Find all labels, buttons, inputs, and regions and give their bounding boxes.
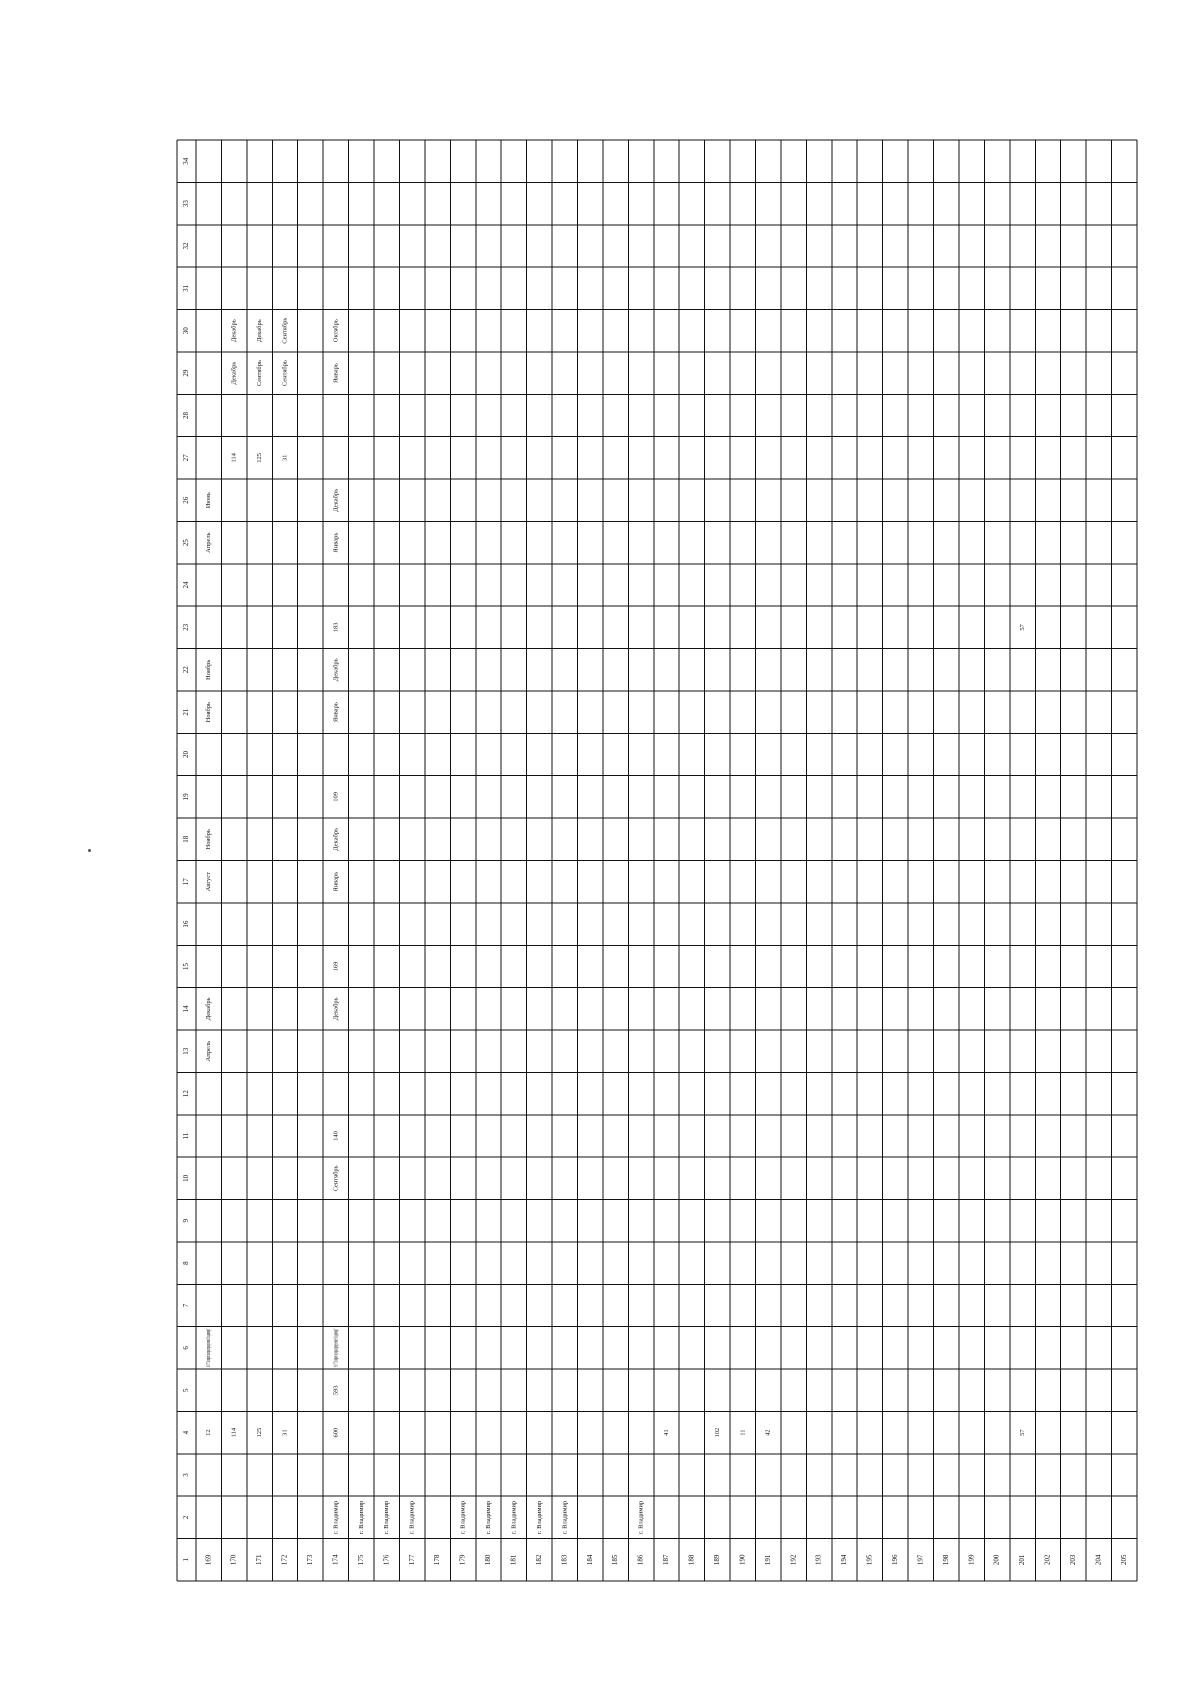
row-number: 180 [484, 1554, 493, 1566]
table-cell-text: Декабрь [332, 997, 340, 1021]
row-number: 187 [662, 1554, 671, 1566]
column-number: 34 [182, 157, 191, 165]
table-cell-text: 114 [230, 1427, 238, 1438]
table-cell-text: г. Владимир [637, 1500, 645, 1535]
column-number: 24 [182, 581, 191, 589]
table-cell-text: Декабрь [332, 488, 340, 512]
column-number: 2 [182, 1515, 191, 1520]
table-cell-text: Январь [332, 702, 340, 723]
row-number: 179 [458, 1554, 467, 1566]
column-number: 12 [182, 1090, 191, 1098]
table-cell-text: Апрель [205, 1040, 213, 1062]
row-number: 200 [992, 1554, 1001, 1566]
table-cell-text: 140 [332, 1131, 340, 1141]
table-cell-text: г. Владимир [357, 1500, 365, 1535]
row-number: 181 [509, 1554, 518, 1566]
table-cell-text: Апрель [205, 532, 213, 553]
column-number: 9 [182, 1219, 191, 1223]
table-cell-text: Ноябрь [205, 701, 213, 723]
column-number: 20 [182, 751, 191, 759]
column-number: 27 [182, 454, 191, 462]
row-number: 185 [611, 1554, 620, 1566]
row-number: 176 [382, 1554, 391, 1566]
table-cell-text: г. Владимир [561, 1500, 569, 1535]
table-cell-text: Октябрь [332, 319, 340, 343]
column-number: 23 [182, 623, 191, 631]
column-number: 11 [182, 1132, 191, 1140]
column-number: 21 [182, 708, 191, 716]
row-number: 196 [891, 1554, 900, 1566]
table-cell-text: Январь [332, 871, 340, 892]
table-cell-text: 125 [256, 1427, 264, 1438]
table-cell-text: Ноябрь [205, 659, 213, 680]
table-cell-text: 109 [332, 792, 340, 802]
table-cell-text: Декабрь [256, 319, 264, 343]
table-cell-text: 12 [205, 1429, 213, 1436]
column-number: 32 [182, 242, 191, 250]
table-cell-text: 57 [1019, 1429, 1027, 1436]
row-number: 183 [560, 1554, 569, 1566]
column-number: 5 [182, 1388, 191, 1393]
row-number: 177 [407, 1554, 416, 1566]
table-cell-text: Январь [332, 532, 340, 553]
row-number: 171 [255, 1554, 264, 1566]
table-cell-text: Декабрь [230, 319, 238, 343]
row-number: 182 [534, 1554, 543, 1566]
row-number: 195 [865, 1554, 874, 1566]
row-number: 204 [1094, 1554, 1103, 1566]
column-number: 19 [182, 793, 191, 801]
column-number: 15 [182, 962, 191, 970]
table-cells [205, 318, 1026, 1534]
row-number: 170 [229, 1554, 238, 1566]
table-cell-text: 600 [332, 1427, 340, 1438]
table-cell-text: 114 [230, 453, 238, 463]
table-cell-text: 41 [662, 1429, 670, 1436]
row-number: 188 [687, 1554, 696, 1566]
table-cell-text: г. Владимир [484, 1500, 492, 1535]
scan-speck [88, 849, 91, 852]
table-cell-text: 42 [764, 1429, 772, 1436]
table-cell-text: г. Владимир [459, 1500, 467, 1535]
row-number: 194 [840, 1554, 849, 1566]
row-number: 198 [941, 1554, 950, 1566]
column-number: 10 [182, 1174, 191, 1182]
column-number: 7 [182, 1303, 191, 1308]
row-number: 189 [712, 1554, 721, 1566]
row-number: 175 [356, 1554, 365, 1566]
column-number: 6 [182, 1346, 191, 1350]
row-number: 174 [331, 1554, 340, 1566]
table-cell-text: 31 [281, 454, 289, 462]
table-grid [177, 140, 1137, 1581]
row-number-labels [204, 1554, 1128, 1565]
column-number: 30 [182, 327, 191, 335]
column-number: 31 [182, 284, 191, 292]
row-number: 203 [1069, 1554, 1078, 1566]
table-cell-text: г. Владимир [332, 1500, 340, 1535]
row-number: 197 [916, 1554, 925, 1566]
table-cell-text: г. Владимир [408, 1500, 416, 1535]
row-number: 172 [280, 1554, 289, 1566]
table-cell-text: Июнь [205, 492, 213, 509]
table-cell-text: Декабрь [205, 997, 213, 1021]
table-cell-text: 11 [739, 1429, 747, 1436]
table-cell-text: 125 [256, 452, 264, 463]
table-cell-text: Декабрь [332, 827, 340, 851]
table-cell-text: г. Владимир [510, 1500, 518, 1535]
table-cell-text: 31 [281, 1429, 289, 1436]
table-cell-text: 102 [713, 1427, 721, 1438]
column-number: 17 [182, 878, 191, 886]
table-cell-text: Сентябрь [256, 360, 264, 387]
row-number: 184 [585, 1554, 594, 1566]
column-number: 14 [182, 1005, 191, 1013]
table-cell-text: Январь [332, 363, 340, 384]
row-number: 173 [306, 1554, 315, 1566]
table-cell-text: 183 [332, 622, 340, 633]
table-cell-text: АО "Газпром газораспределение Владимир" [205, 1244, 213, 1368]
table-cell-text: г. Владимир [383, 1500, 391, 1535]
table-cell-text: Сентябрь [281, 360, 289, 387]
table-cell-text: 169 [332, 961, 340, 972]
table-cell-text: г. Владимир [535, 1500, 543, 1535]
row-number: 178 [433, 1554, 442, 1566]
table-cell-text: Ноябрь [205, 829, 213, 850]
table-cell-text: Август [205, 871, 213, 892]
column-number: 1 [182, 1558, 191, 1562]
table-cell-text: 57 [1019, 624, 1027, 631]
column-number: 26 [182, 496, 191, 504]
column-number-labels [182, 157, 190, 1561]
row-number: 201 [1018, 1554, 1027, 1566]
column-number: 13 [182, 1047, 191, 1055]
column-number: 4 [182, 1430, 191, 1435]
row-number: 191 [763, 1554, 772, 1566]
column-number: 16 [182, 920, 191, 928]
column-number: 8 [182, 1261, 191, 1265]
table-cell-text: АО "Газпром газораспределение Владимир" [332, 1244, 340, 1368]
column-number: 33 [182, 200, 191, 208]
row-number: 193 [814, 1554, 823, 1566]
column-number: 18 [182, 835, 191, 843]
column-number: 28 [182, 411, 191, 419]
column-number: 29 [182, 369, 191, 377]
row-number: 190 [738, 1554, 747, 1566]
row-number: 202 [1043, 1554, 1052, 1566]
table-cell-text: Сентябрь [281, 317, 289, 344]
table-cell-text: 593 [332, 1385, 340, 1396]
column-number: 25 [182, 539, 191, 547]
column-number: 22 [182, 666, 191, 674]
row-number: 192 [789, 1554, 798, 1566]
table-cell-text: Сентябрь [332, 1165, 340, 1192]
table-cell-text: Декабрь [230, 361, 238, 385]
row-number: 205 [1119, 1554, 1128, 1566]
table-cell-text: Декабрь [332, 658, 340, 682]
row-number: 186 [636, 1554, 645, 1566]
row-number: 169 [204, 1554, 213, 1566]
column-number: 3 [182, 1473, 191, 1477]
row-number: 199 [967, 1554, 976, 1566]
